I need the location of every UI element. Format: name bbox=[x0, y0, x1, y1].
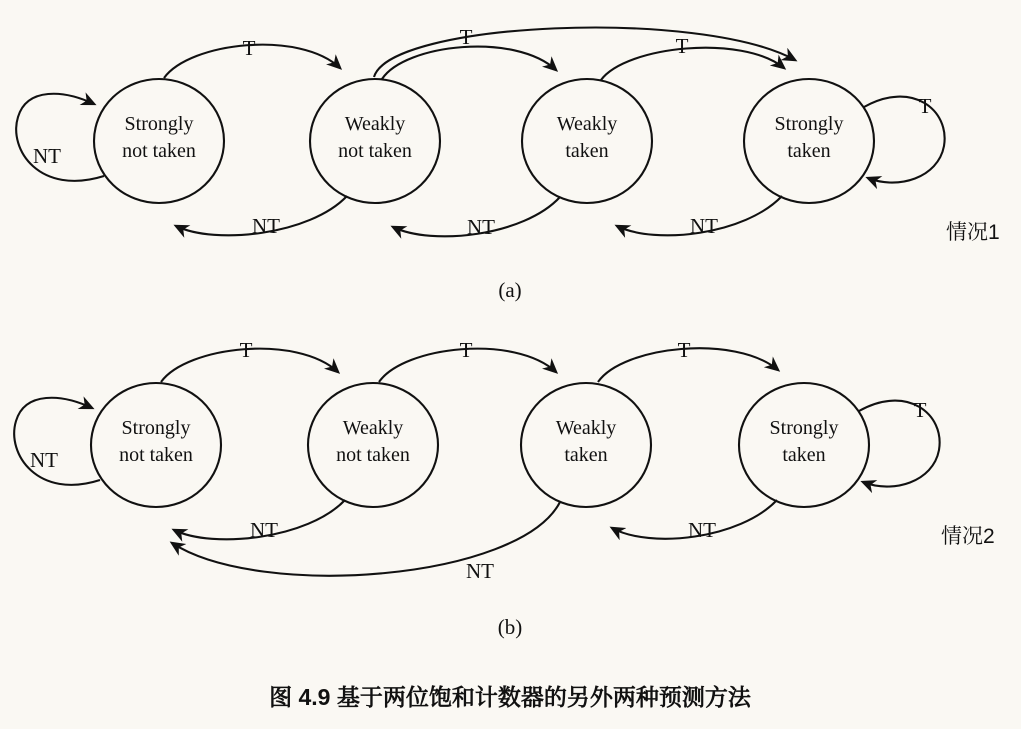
transition-st-wt-a bbox=[617, 196, 782, 238]
state-label-line1: Weakly bbox=[342, 417, 404, 439]
transition-label: NT bbox=[30, 448, 58, 472]
transition-wt-st-a bbox=[601, 34, 784, 80]
state-label-line2: taken bbox=[782, 444, 826, 466]
panel-a bbox=[16, 25, 999, 302]
transition-label: T bbox=[675, 34, 689, 58]
transition-wnt-snt-b bbox=[174, 500, 345, 542]
state-label-line1: Strongly bbox=[121, 417, 191, 439]
case-label-b: 情况2 bbox=[941, 525, 995, 548]
state-strongly-taken-a[interactable] bbox=[744, 79, 874, 203]
transition-wnt-st-a bbox=[374, 28, 795, 77]
state-label-line1: Weakly bbox=[555, 417, 617, 439]
panel-label-b: (b) bbox=[497, 615, 523, 639]
transition-label: NT bbox=[466, 559, 494, 583]
state-strongly-not-taken-a[interactable] bbox=[94, 79, 224, 203]
panel-label-a: (a) bbox=[498, 278, 522, 302]
transition-snt-wnt-a bbox=[164, 36, 340, 78]
transition-label: T bbox=[239, 338, 253, 362]
transition-label: T bbox=[242, 36, 256, 60]
transition-snt-wnt-b bbox=[161, 338, 338, 382]
state-weakly-not-taken-a[interactable] bbox=[310, 79, 440, 203]
state-label-line2: taken bbox=[565, 140, 609, 162]
transition-label: NT bbox=[250, 518, 278, 542]
panel-b bbox=[14, 338, 994, 639]
state-weakly-taken-a[interactable] bbox=[522, 79, 652, 203]
transition-label: T bbox=[913, 398, 927, 422]
state-weakly-taken-b[interactable] bbox=[521, 383, 651, 507]
transition-wnt-snt-a bbox=[176, 196, 347, 238]
transition-wt-st-b bbox=[598, 338, 778, 382]
figure-caption: 图 4.9 基于两位饱和计数器的另外两种预测方法 bbox=[269, 684, 751, 710]
state-label-line2: not taken bbox=[336, 444, 410, 466]
transition-wt-wnt-a bbox=[393, 197, 560, 239]
transition-label: NT bbox=[467, 215, 495, 239]
state-label-line2: not taken bbox=[338, 140, 412, 162]
state-label-line1: Strongly bbox=[124, 113, 194, 135]
case-label-a: 情况1 bbox=[946, 221, 1000, 244]
state-weakly-not-taken-b[interactable] bbox=[308, 383, 438, 507]
transition-label: T bbox=[677, 338, 691, 362]
state-label-line2: taken bbox=[564, 444, 608, 466]
state-label-line1: Weakly bbox=[556, 113, 618, 135]
transition-snt-self-b bbox=[14, 398, 100, 485]
transition-label: NT bbox=[688, 518, 716, 542]
state-label-line2: not taken bbox=[122, 140, 196, 162]
transition-label: T bbox=[918, 94, 932, 118]
state-label-line1: Strongly bbox=[774, 113, 844, 135]
transition-snt-self-a bbox=[16, 94, 104, 181]
transition-label: T bbox=[459, 25, 473, 49]
state-strongly-taken-b[interactable] bbox=[739, 383, 869, 507]
state-label-line2: not taken bbox=[119, 444, 193, 466]
transition-wnt-wt-b bbox=[379, 338, 556, 382]
transition-st-self-a bbox=[864, 94, 945, 183]
transition-label: T bbox=[459, 338, 473, 362]
transition-label: NT bbox=[690, 214, 718, 238]
transition-wt-snt-b bbox=[172, 502, 560, 583]
transition-st-self-b bbox=[859, 398, 940, 487]
transition-st-wt-b bbox=[612, 500, 777, 542]
state-label-line2: taken bbox=[787, 140, 831, 162]
transition-label: NT bbox=[252, 214, 280, 238]
transition-label: NT bbox=[33, 144, 61, 168]
state-strongly-not-taken-b[interactable] bbox=[91, 383, 221, 507]
state-label-line1: Weakly bbox=[344, 113, 406, 135]
state-label-line1: Strongly bbox=[769, 417, 839, 439]
